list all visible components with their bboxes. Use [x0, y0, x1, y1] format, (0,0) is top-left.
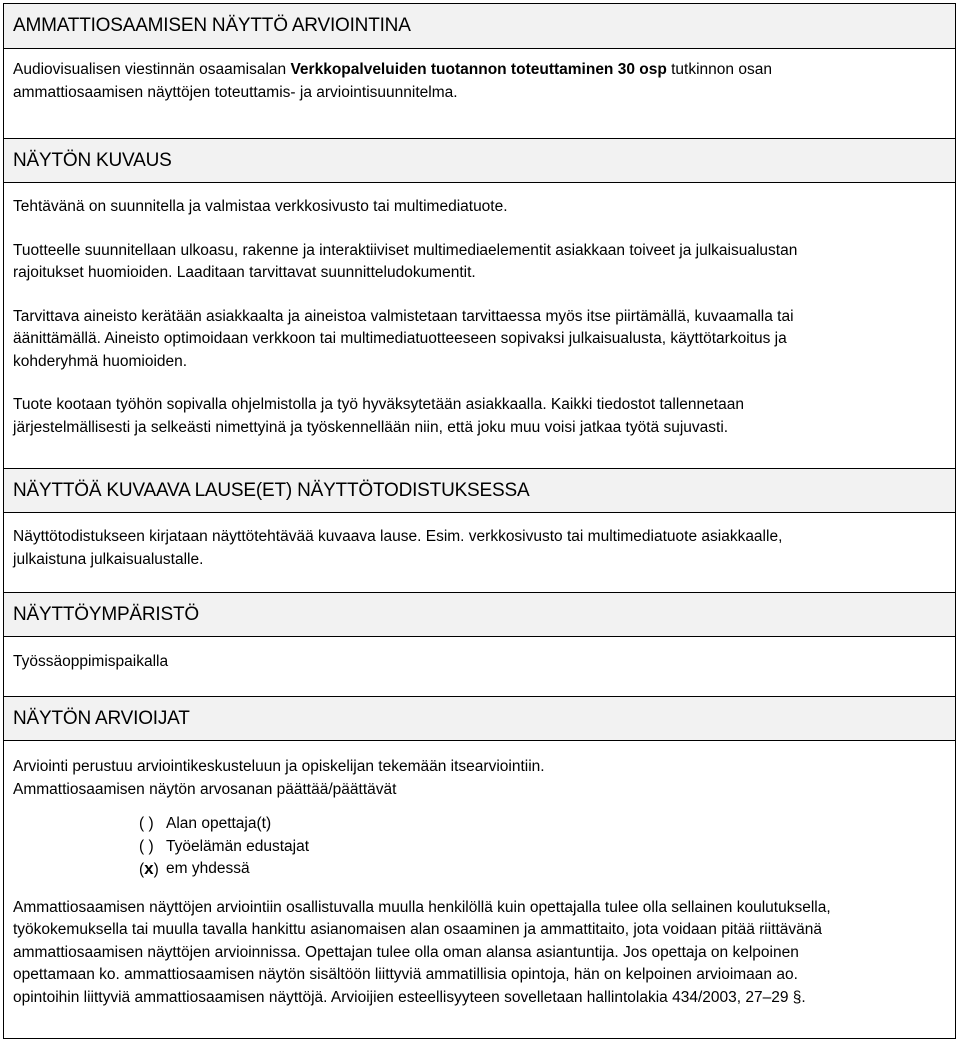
document-page — [3, 3, 956, 1039]
page-title — [4, 4, 955, 49]
lause-section — [4, 513, 955, 592]
lause-l2: julkaistuna julkaisualustalle. — [13, 550, 204, 568]
kuvaus-p2-l2: rajoitukset huomioiden. Laaditaan tarvittavat suunnitteludokumentit. — [13, 264, 476, 281]
choice-tyoelaman-edustajat: ( ) Työelämän edustajat — [139, 836, 946, 859]
arvioijat-p-l2: työkokemuksella tai muulla tavalla hankittu asianomaisen alan osaaminen ja ammattitaito, jota voidaan pitää riittävänä — [13, 921, 823, 938]
arvioijat-p-l5: opintoihin liittyviä ammattiosaamisen näyttöjä. Arvioijien esteellisyyteen sovelletaan hallintolakia 434/2003, 27–29 §. — [13, 988, 806, 1006]
kuvaus-section — [4, 183, 955, 468]
heading-nayttoymparisto: NÄYTTÖYMPÄRISTÖ — [4, 592, 955, 637]
kuvaus-p4-l2: järjestelmällisesti ja selkeästi nimettyinä ja työskennellään niin, että joku muu voisi jatkaa työtä sujuvasti. — [13, 418, 729, 436]
arvioijat-section — [4, 741, 955, 1009]
heading-nayttotodistus-lause: NÄYTTÖÄ KUVAAVA LAUSE(ET) NÄYTTÖTODISTUKSESSA — [4, 468, 955, 513]
ymparisto-section — [4, 637, 955, 696]
intro-section — [4, 49, 955, 138]
arvioijat-l1: Arviointi perustuu arviointikeskusteluun ja opiskelijan tekemään itsearviointiin. — [13, 758, 545, 775]
choice-checkbox-empty: ( ) — [139, 837, 154, 855]
choice-checkbox-empty: ( ) — [139, 815, 154, 832]
kuvaus-p3-l1: Tarvittava aineisto kerätään asiakkaalta ja aineistoa valmistetaan tarvittaessa myös itse piirtämällä, kuvaamalla tai — [13, 307, 794, 325]
kuvaus-p2-l1: Tuotteelle suunnitellaan ulkoasu, rakenne ja interaktiiviset multimediaelementit asiakkaan toiveet ja julkaisualustan — [13, 241, 798, 259]
tutkinnon-osa-name: Verkkopalveluiden tuotannon toteuttaminen 30 osp — [290, 61, 667, 78]
choice-alan-opettaja: ( ) Alan opettaja(t) — [139, 813, 946, 836]
choice-em-yhdessa: (x) em yhdessä — [139, 858, 946, 881]
choice-checkbox-checked: (x) — [139, 858, 159, 878]
heading-nayton-arvioijat: NÄYTÖN ARVIOIJAT — [4, 696, 955, 741]
page-title-text: AMMATTIOSAAMISEN NÄYTTÖ ARVIOINTINA — [13, 15, 411, 36]
kuvaus-p3-l3: kohderyhmä huomioiden. — [13, 352, 188, 370]
intro-line-2: ammattiosaamisen näyttöjen toteuttamis- ja arviointisuunnitelma. — [13, 83, 458, 101]
kuvaus-p3-l2: äänittämällä. Aineisto optimoidaan verkkoon tai multimediatuotteeseen sopivaksi julkaisualusta, käyttötarkoitus ja — [13, 330, 787, 347]
arvioijat-p-l1: Ammattiosaamisen näyttöjen arviointiin osallistuvalla muulla henkilöllä kuin opettajalla tulee olla sellainen koulutuksella, — [13, 898, 831, 916]
lause-l1: Näyttötodistukseen kirjataan näyttötehtävää kuvaava lause. Esim. verkkosivusto tai multimediatuote asiakkaalle, — [13, 528, 783, 545]
heading-naytön-kuvaus: NÄYTÖN KUVAUS — [4, 138, 955, 183]
ymparisto-l1: Työssäoppimispaikalla — [13, 653, 169, 670]
arvioijat-p-l4: opettamaan ko. ammattiosaamisen näytön sisältöön liittyviä ammatillisia opintoja, hän on kelpoinen arvioimaan ao. — [13, 966, 798, 983]
arvioija-choices — [13, 801, 946, 881]
arvioijat-p-l3: ammattiosaamisen näyttöjen arvioinnissa. Opettajan tulee olla oman alansa asiantuntija. Jos opettaja on kelpoinen — [13, 943, 799, 961]
intro-line-1: Audiovisualisen viestinnän osaamisalan Verkkopalveluiden tuotannon toteuttaminen 30 osp tutkinnon osan — [13, 61, 772, 78]
arvioijat-l2: Ammattiosaamisen näytön arvosanan päättää/päättävät — [13, 780, 397, 798]
x-mark: x — [144, 858, 154, 878]
paragraph-sign: §. — [792, 988, 806, 1006]
kuvaus-p4-l1: Tuote kootaan työhön sopivalla ohjelmistolla ja työ hyväksytetään asiakkaalla. Kaikki tiedostot tallennetaan — [13, 396, 744, 413]
kuvaus-p1: Tehtävänä on suunnitella ja valmistaa verkkosivusto tai multimediatuote. — [13, 198, 508, 215]
